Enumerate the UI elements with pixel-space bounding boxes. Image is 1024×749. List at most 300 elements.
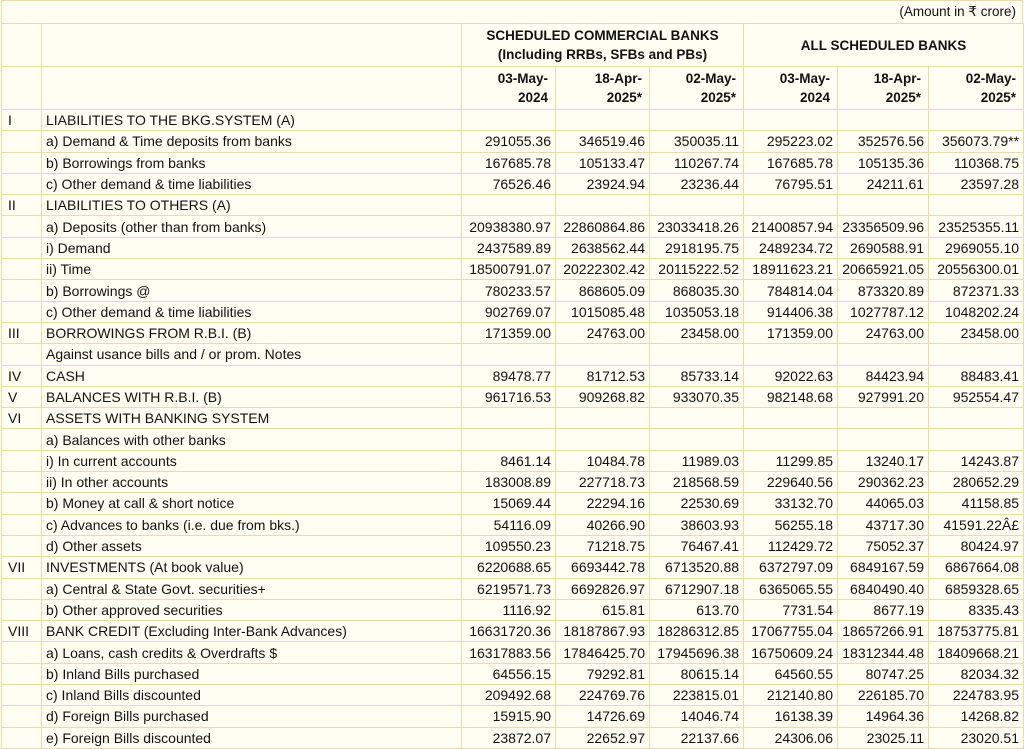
row-label: LIABILITIES TO OTHERS (A) — [42, 195, 462, 216]
value-cell: 171359.00 — [744, 322, 838, 343]
table-row — [2, 727, 1024, 748]
row-label: ii) Time — [42, 259, 462, 280]
unit-note: (Amount in ₹ crore) — [1, 0, 1023, 23]
value-cell: 18187867.93 — [556, 621, 650, 642]
row-label: a) Deposits (other than from banks) — [42, 216, 462, 237]
value-cell: 24763.00 — [556, 322, 650, 343]
value-cell: 224769.76 — [556, 685, 650, 706]
date-header-line1: 18-Apr- — [594, 71, 642, 86]
date-header-line2: 2024 — [517, 90, 548, 105]
value-cell: 227718.73 — [556, 472, 650, 493]
value-cell: 33132.70 — [744, 493, 838, 514]
value-cell: 982148.68 — [744, 386, 838, 407]
group-header-row — [2, 24, 1024, 67]
row-numeral — [2, 642, 42, 663]
row-label: b) Borrowings @ — [42, 280, 462, 301]
value-cell: 6840490.40 — [838, 578, 929, 599]
value-cell: 1116.92 — [462, 599, 556, 620]
row-numeral — [2, 706, 42, 727]
value-cell: 1048202.24 — [929, 301, 1024, 322]
row-label: c) Inland Bills discounted — [42, 685, 462, 706]
value-cell: 2437589.89 — [462, 237, 556, 258]
value-cell: 902769.07 — [462, 301, 556, 322]
value-cell: 43717.30 — [838, 514, 929, 535]
value-cell: 229640.56 — [744, 472, 838, 493]
row-numeral — [2, 152, 42, 173]
value-cell: 7731.54 — [744, 599, 838, 620]
value-cell: 64560.55 — [744, 663, 838, 684]
value-cell — [929, 110, 1024, 131]
value-cell: 909268.82 — [556, 386, 650, 407]
value-cell: 22137.66 — [650, 727, 744, 748]
row-label: a) Central & State Govt. securities+ — [42, 578, 462, 599]
table-body — [2, 110, 1024, 749]
row-numeral — [2, 514, 42, 535]
table-row — [2, 578, 1024, 599]
value-cell: 79292.81 — [556, 663, 650, 684]
report-table-container — [1, 0, 1023, 749]
row-numeral — [2, 259, 42, 280]
value-cell — [838, 344, 929, 365]
value-cell: 2690588.91 — [838, 237, 929, 258]
value-cell — [650, 408, 744, 429]
row-label: c) Other demand & time liabilities — [42, 173, 462, 194]
value-cell: 23025.11 — [838, 727, 929, 748]
table-row — [2, 344, 1024, 365]
value-cell: 6692826.97 — [556, 578, 650, 599]
date-header — [929, 67, 1024, 110]
value-cell: 84423.94 — [838, 365, 929, 386]
row-label: LIABILITIES TO THE BKG.SYSTEM (A) — [42, 110, 462, 131]
value-cell — [744, 195, 838, 216]
value-cell: 92022.63 — [744, 365, 838, 386]
table-row — [2, 514, 1024, 535]
date-header-line2: 2025* — [885, 90, 922, 105]
value-cell — [556, 195, 650, 216]
value-cell — [556, 344, 650, 365]
value-cell — [744, 110, 838, 131]
value-cell: 8461.14 — [462, 450, 556, 471]
value-cell: 295223.02 — [744, 131, 838, 152]
value-cell: 110368.75 — [929, 152, 1024, 173]
value-cell: 89478.77 — [462, 365, 556, 386]
date-header-line1: 03-May- — [779, 71, 831, 86]
value-cell: 20115222.52 — [650, 259, 744, 280]
value-cell: 872371.33 — [929, 280, 1024, 301]
table-row — [2, 301, 1024, 322]
value-cell: 23020.51 — [929, 727, 1024, 748]
value-cell: 14964.36 — [838, 706, 929, 727]
row-numeral — [2, 493, 42, 514]
row-numeral — [2, 301, 42, 322]
value-cell: 20222302.42 — [556, 259, 650, 280]
value-cell: 183008.89 — [462, 472, 556, 493]
row-label: c) Other demand & time liabilities — [42, 301, 462, 322]
value-cell: 14243.87 — [929, 450, 1024, 471]
value-cell: 85733.14 — [650, 365, 744, 386]
table-row — [2, 535, 1024, 556]
row-label: e) Foreign Bills discounted — [42, 727, 462, 748]
row-label: BALANCES WITH R.B.I. (B) — [42, 386, 462, 407]
value-cell: 613.70 — [650, 599, 744, 620]
value-cell: 82034.32 — [929, 663, 1024, 684]
value-cell: 24763.00 — [838, 322, 929, 343]
table-row — [2, 110, 1024, 131]
date-header-line2: 2025* — [606, 90, 642, 105]
value-cell: 11989.03 — [650, 450, 744, 471]
row-label: c) Advances to banks (i.e. due from bks.) — [42, 514, 462, 535]
value-cell: 38603.93 — [650, 514, 744, 535]
date-header-line1: 02-May- — [685, 71, 737, 86]
row-label: d) Foreign Bills purchased — [42, 706, 462, 727]
date-header-line1: 03-May- — [497, 71, 548, 86]
value-cell: 17846425.70 — [556, 642, 650, 663]
value-cell: 18753775.81 — [929, 621, 1024, 642]
value-cell: 20556300.01 — [929, 259, 1024, 280]
value-cell: 11299.85 — [744, 450, 838, 471]
value-cell: 109550.23 — [462, 535, 556, 556]
table-row — [2, 386, 1024, 407]
row-label: b) Inland Bills purchased — [42, 663, 462, 684]
value-cell: 64556.15 — [462, 663, 556, 684]
date-header-row — [2, 67, 1024, 110]
value-cell: 40266.90 — [556, 514, 650, 535]
value-cell: 209492.68 — [462, 685, 556, 706]
row-numeral: VIII — [2, 621, 42, 642]
value-cell: 22652.97 — [556, 727, 650, 748]
value-cell: 6867664.08 — [929, 557, 1024, 578]
value-cell — [462, 408, 556, 429]
row-numeral — [2, 173, 42, 194]
table-row — [2, 216, 1024, 237]
value-cell: 952554.47 — [929, 386, 1024, 407]
row-numeral — [2, 578, 42, 599]
row-label: BANK CREDIT (Excluding Inter-Bank Advances) — [42, 621, 462, 642]
date-header — [650, 67, 744, 110]
value-cell: 16138.39 — [744, 706, 838, 727]
row-numeral: VI — [2, 408, 42, 429]
value-cell: 6693442.78 — [556, 557, 650, 578]
value-cell: 350035.11 — [650, 131, 744, 152]
table-row — [2, 237, 1024, 258]
value-cell: 88483.41 — [929, 365, 1024, 386]
value-cell: 6849167.59 — [838, 557, 929, 578]
value-cell: 41158.85 — [929, 493, 1024, 514]
value-cell: 6220688.65 — [462, 557, 556, 578]
value-cell — [838, 408, 929, 429]
row-label: CASH — [42, 365, 462, 386]
value-cell: 352576.56 — [838, 131, 929, 152]
table-row — [2, 259, 1024, 280]
row-numeral: I — [2, 110, 42, 131]
row-numeral — [2, 599, 42, 620]
table-row — [2, 706, 1024, 727]
row-numeral — [2, 237, 42, 258]
value-cell: 23356509.96 — [838, 216, 929, 237]
value-cell: 16750609.24 — [744, 642, 838, 663]
value-cell — [838, 429, 929, 450]
value-cell: 15915.90 — [462, 706, 556, 727]
date-header-line2: 2025* — [980, 90, 1017, 105]
value-cell: 22860864.86 — [556, 216, 650, 237]
value-cell: 80747.25 — [838, 663, 929, 684]
row-numeral — [2, 429, 42, 450]
row-label: ii) In other accounts — [42, 472, 462, 493]
value-cell: 16317883.56 — [462, 642, 556, 663]
value-cell: 41591.22Â£ — [929, 514, 1024, 535]
value-cell — [650, 110, 744, 131]
value-cell — [650, 429, 744, 450]
value-cell: 927991.20 — [838, 386, 929, 407]
value-cell: 76526.46 — [462, 173, 556, 194]
value-cell: 13240.17 — [838, 450, 929, 471]
value-cell: 280652.29 — [929, 472, 1024, 493]
value-cell: 20938380.97 — [462, 216, 556, 237]
value-cell: 56255.18 — [744, 514, 838, 535]
group-header-scb: SCHEDULED COMMERCIAL BANKS (Including RRBs, SFBs and PBs) — [462, 24, 744, 67]
row-label: b) Other approved securities — [42, 599, 462, 620]
value-cell: 76795.51 — [744, 173, 838, 194]
row-numeral — [2, 280, 42, 301]
value-cell: 23033418.26 — [650, 216, 744, 237]
value-cell: 76467.41 — [650, 535, 744, 556]
value-cell: 356073.79** — [929, 131, 1024, 152]
value-cell: 112429.72 — [744, 535, 838, 556]
table-row — [2, 173, 1024, 194]
row-numeral — [2, 472, 42, 493]
value-cell: 17067755.04 — [744, 621, 838, 642]
value-cell: 2969055.10 — [929, 237, 1024, 258]
table-row — [2, 493, 1024, 514]
value-cell: 23458.00 — [650, 322, 744, 343]
row-numeral — [2, 685, 42, 706]
value-cell — [556, 429, 650, 450]
value-cell: 22530.69 — [650, 493, 744, 514]
row-label: b) Money at call & short notice — [42, 493, 462, 514]
row-numeral: IV — [2, 365, 42, 386]
row-numeral — [2, 727, 42, 748]
value-cell: 80424.97 — [929, 535, 1024, 556]
row-numeral — [2, 131, 42, 152]
group-header-asb: ALL SCHEDULED BANKS — [744, 24, 1024, 67]
value-cell: 15069.44 — [462, 493, 556, 514]
row-numeral: III — [2, 322, 42, 343]
table-row — [2, 599, 1024, 620]
row-numeral — [2, 216, 42, 237]
value-cell: 290362.23 — [838, 472, 929, 493]
value-cell: 914406.38 — [744, 301, 838, 322]
row-label: a) Demand & Time deposits from banks — [42, 131, 462, 152]
value-cell — [744, 344, 838, 365]
table-row — [2, 429, 1024, 450]
value-cell: 6859328.65 — [929, 578, 1024, 599]
value-cell — [556, 110, 650, 131]
value-cell: 23236.44 — [650, 173, 744, 194]
value-cell: 2489234.72 — [744, 237, 838, 258]
value-cell: 171359.00 — [462, 322, 556, 343]
blank-header-cell — [2, 67, 42, 110]
row-label: Against usance bills and / or prom. Notes — [42, 344, 462, 365]
value-cell — [744, 429, 838, 450]
table-row — [2, 685, 1024, 706]
value-cell — [462, 195, 556, 216]
table-row — [2, 642, 1024, 663]
value-cell: 8335.43 — [929, 599, 1024, 620]
table-row — [2, 557, 1024, 578]
value-cell: 346519.46 — [556, 131, 650, 152]
value-cell: 167685.78 — [744, 152, 838, 173]
value-cell: 873320.89 — [838, 280, 929, 301]
table-row — [2, 408, 1024, 429]
table-row — [2, 621, 1024, 642]
table-row — [2, 195, 1024, 216]
value-cell: 18911623.21 — [744, 259, 838, 280]
row-label: ASSETS WITH BANKING SYSTEM — [42, 408, 462, 429]
value-cell: 71218.75 — [556, 535, 650, 556]
value-cell: 24211.61 — [838, 173, 929, 194]
value-cell: 81712.53 — [556, 365, 650, 386]
value-cell: 6712907.18 — [650, 578, 744, 599]
row-numeral: V — [2, 386, 42, 407]
value-cell: 23597.28 — [929, 173, 1024, 194]
table-row — [2, 450, 1024, 471]
value-cell: 18409668.21 — [929, 642, 1024, 663]
value-cell: 6219571.73 — [462, 578, 556, 599]
row-label: i) Demand — [42, 237, 462, 258]
value-cell — [929, 344, 1024, 365]
value-cell: 22294.16 — [556, 493, 650, 514]
date-header — [556, 67, 650, 110]
date-header — [744, 67, 838, 110]
table-row — [2, 472, 1024, 493]
value-cell: 2638562.44 — [556, 237, 650, 258]
value-cell: 6713520.88 — [650, 557, 744, 578]
row-label: i) In current accounts — [42, 450, 462, 471]
value-cell: 24306.06 — [744, 727, 838, 748]
value-cell — [462, 429, 556, 450]
value-cell — [462, 344, 556, 365]
date-header-line1: 02-May- — [965, 71, 1017, 86]
value-cell: 1027787.12 — [838, 301, 929, 322]
date-header — [838, 67, 929, 110]
value-cell: 105133.47 — [556, 152, 650, 173]
value-cell: 218568.59 — [650, 472, 744, 493]
value-cell — [929, 195, 1024, 216]
value-cell: 1035053.18 — [650, 301, 744, 322]
row-numeral: II — [2, 195, 42, 216]
value-cell: 10484.78 — [556, 450, 650, 471]
date-header-line2: 2025* — [700, 90, 737, 105]
row-label: b) Borrowings from banks — [42, 152, 462, 173]
table-row — [2, 322, 1024, 343]
value-cell: 75052.37 — [838, 535, 929, 556]
value-cell: 17945696.38 — [650, 642, 744, 663]
row-label: d) Other assets — [42, 535, 462, 556]
value-cell: 105135.36 — [838, 152, 929, 173]
value-cell — [929, 429, 1024, 450]
value-cell: 784814.04 — [744, 280, 838, 301]
value-cell: 18657266.91 — [838, 621, 929, 642]
date-header-line1: 18-Apr- — [873, 71, 922, 86]
table-row — [2, 152, 1024, 173]
value-cell: 167685.78 — [462, 152, 556, 173]
value-cell — [838, 110, 929, 131]
value-cell: 780233.57 — [462, 280, 556, 301]
row-numeral — [2, 663, 42, 684]
date-header — [462, 67, 556, 110]
value-cell: 6365065.55 — [744, 578, 838, 599]
row-label: a) Loans, cash credits & Overdrafts $ — [42, 642, 462, 663]
value-cell: 961716.53 — [462, 386, 556, 407]
date-header-line2: 2024 — [799, 90, 831, 105]
value-cell: 80615.14 — [650, 663, 744, 684]
value-cell: 14726.69 — [556, 706, 650, 727]
value-cell: 868605.09 — [556, 280, 650, 301]
table-row — [2, 663, 1024, 684]
blank-header-cell — [42, 24, 462, 67]
value-cell: 110267.74 — [650, 152, 744, 173]
row-numeral — [2, 535, 42, 556]
value-cell: 224783.95 — [929, 685, 1024, 706]
value-cell: 21400857.94 — [744, 216, 838, 237]
value-cell: 868035.30 — [650, 280, 744, 301]
value-cell: 18286312.85 — [650, 621, 744, 642]
row-numeral — [2, 450, 42, 471]
value-cell: 6372797.09 — [744, 557, 838, 578]
value-cell: 223815.01 — [650, 685, 744, 706]
value-cell: 8677.19 — [838, 599, 929, 620]
value-cell: 14046.74 — [650, 706, 744, 727]
row-label: a) Balances with other banks — [42, 429, 462, 450]
banks-statement-table — [1, 23, 1024, 749]
table-row — [2, 131, 1024, 152]
value-cell — [556, 408, 650, 429]
row-label: INVESTMENTS (At book value) — [42, 557, 462, 578]
value-cell — [650, 195, 744, 216]
value-cell: 54116.09 — [462, 514, 556, 535]
value-cell — [650, 344, 744, 365]
value-cell: 16631720.36 — [462, 621, 556, 642]
value-cell: 291055.36 — [462, 131, 556, 152]
value-cell: 23525355.11 — [929, 216, 1024, 237]
value-cell: 44065.03 — [838, 493, 929, 514]
value-cell: 2918195.75 — [650, 237, 744, 258]
value-cell: 1015085.48 — [556, 301, 650, 322]
value-cell: 933070.35 — [650, 386, 744, 407]
blank-header-cell — [2, 24, 42, 67]
value-cell — [929, 408, 1024, 429]
value-cell: 23872.07 — [462, 727, 556, 748]
value-cell: 18500791.07 — [462, 259, 556, 280]
table-row — [2, 280, 1024, 301]
value-cell: 212140.80 — [744, 685, 838, 706]
value-cell: 23458.00 — [929, 322, 1024, 343]
value-cell — [838, 195, 929, 216]
value-cell: 226185.70 — [838, 685, 929, 706]
row-numeral — [2, 344, 42, 365]
table-row — [2, 365, 1024, 386]
row-label: BORROWINGS FROM R.B.I. (B) — [42, 322, 462, 343]
value-cell — [744, 408, 838, 429]
value-cell: 14268.82 — [929, 706, 1024, 727]
value-cell: 615.81 — [556, 599, 650, 620]
value-cell: 18312344.48 — [838, 642, 929, 663]
value-cell — [462, 110, 556, 131]
value-cell: 23924.94 — [556, 173, 650, 194]
blank-header-cell — [42, 67, 462, 110]
row-numeral: VII — [2, 557, 42, 578]
value-cell: 20665921.05 — [838, 259, 929, 280]
